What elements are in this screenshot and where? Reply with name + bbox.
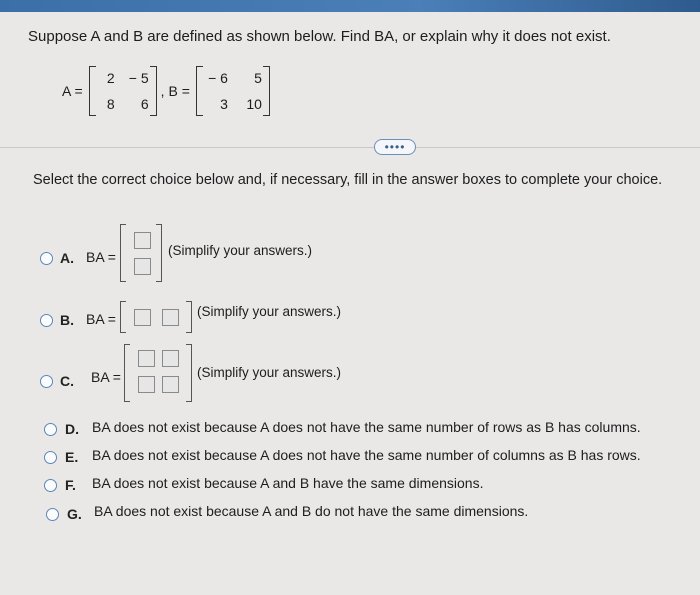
matrix-a-label: A =	[62, 83, 83, 99]
answer-box[interactable]	[138, 350, 155, 367]
option-e-text: BA does not exist because A does not have the same number of columns as B has rows.	[92, 447, 641, 463]
option-a-bracket-left	[120, 224, 126, 282]
matrix-b-cell: − 6	[208, 70, 228, 86]
answer-box[interactable]	[162, 376, 179, 393]
matrix-a-cell: 2	[106, 70, 115, 86]
option-c-bracket-right	[186, 344, 192, 402]
matrix-a-cell: 8	[106, 96, 115, 112]
option-b-bracket-right	[186, 301, 192, 333]
option-c-equation: BA =	[91, 369, 121, 385]
section-divider	[0, 147, 700, 148]
option-d-text: BA does not exist because A does not have the same number of rows as B has columns.	[92, 419, 641, 435]
instruction-text: Select the correct choice below and, if necessary, fill in the answer boxes to complete your choice.	[33, 172, 663, 188]
more-button[interactable]: ••••	[374, 139, 416, 155]
option-a-radio[interactable]	[40, 252, 53, 265]
matrix-b-cell: 5	[254, 70, 262, 86]
matrix-b-label: B =	[168, 83, 190, 99]
option-f-letter: F.	[65, 477, 76, 493]
option-e-letter: E.	[65, 449, 79, 465]
matrix-a	[89, 70, 157, 112]
option-a-bracket-right	[156, 224, 162, 282]
option-a-letter: A.	[60, 250, 74, 266]
question-text: Suppose A and B are defined as shown below. Find BA, or explain why it does not exist.	[28, 28, 611, 45]
matrix-b-cell: 10	[246, 96, 262, 112]
option-b-radio[interactable]	[40, 314, 53, 327]
answer-box[interactable]	[138, 376, 155, 393]
option-c-letter: C.	[60, 373, 74, 389]
matrix-a-cell: − 5	[128, 70, 149, 86]
option-f-radio[interactable]	[44, 479, 57, 492]
option-a-equation: BA =	[86, 249, 116, 265]
option-d-letter: D.	[65, 421, 79, 437]
matrix-definitions	[62, 64, 270, 118]
option-g-radio[interactable]	[46, 508, 59, 521]
answer-box[interactable]	[162, 309, 179, 326]
option-c-note: (Simplify your answers.)	[197, 365, 342, 380]
matrix-b-cell: 3	[220, 96, 228, 112]
option-a-note: (Simplify your answers.)	[168, 243, 313, 258]
answer-box[interactable]	[134, 258, 151, 275]
option-b-bracket-left	[120, 301, 126, 333]
option-g-text: BA does not exist because A and B do not have the same dimensions.	[94, 503, 529, 519]
answer-box[interactable]	[134, 309, 151, 326]
top-bar	[0, 0, 700, 12]
answer-box[interactable]	[162, 350, 179, 367]
option-f-text: BA does not exist because A and B have the same dimensions.	[92, 475, 484, 491]
option-b-letter: B.	[60, 312, 74, 328]
option-c-radio[interactable]	[40, 375, 53, 388]
option-b-note: (Simplify your answers.)	[197, 304, 342, 319]
option-c-bracket-left	[124, 344, 130, 402]
matrix-b	[196, 70, 270, 112]
option-e-radio[interactable]	[44, 451, 57, 464]
option-d-radio[interactable]	[44, 423, 57, 436]
answer-box[interactable]	[134, 232, 151, 249]
matrix-a-cell: 6	[140, 96, 149, 112]
comma: ,	[160, 83, 165, 99]
option-g-letter: G.	[67, 506, 82, 522]
option-b-equation: BA =	[86, 311, 116, 327]
